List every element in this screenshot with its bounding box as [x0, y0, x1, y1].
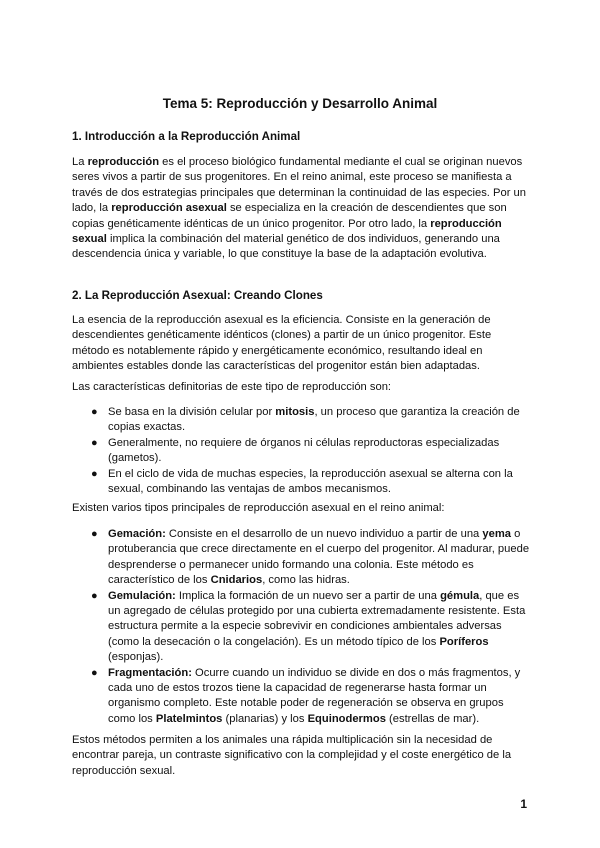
text-run: La esencia de la reproducción asexual es la eficiencia. Consiste en la generación de descendientes genéticamente idénticos (clones) a partir de un único progenitor. Este método es notablemente rápido y energéticamente económico, resultando ideal en ambientes estables donde las características del progenitor están bien adaptadas. — [72, 314, 492, 373]
list-item — [72, 467, 530, 498]
text-run: Consiste en el desarrollo de un nuevo individuo a partir de una — [165, 528, 483, 540]
text-run: , como las hidras. — [262, 574, 350, 587]
bullet-icon: ● — [91, 589, 98, 602]
bold-term: Gemación: — [108, 528, 166, 540]
bold-term: Gemulación: — [108, 589, 176, 602]
list-item — [72, 527, 530, 589]
text-run: Generalmente, no requiere de órganos ni células reproductoras especializadas (gametos). — [108, 436, 500, 465]
bullet-icon: ● — [91, 666, 98, 679]
text-run: Las características definitorias de este tipo de reproducción son: — [72, 381, 392, 393]
text-run: En el ciclo de vida de muchas especies, la reproducción asexual se alterna con la sexual, combinando las ventajas de ambos mecanismos. — [108, 467, 513, 496]
text-run: (esponjas). — [108, 651, 164, 664]
bullet-icon: ● — [91, 467, 98, 480]
types-intro: Existen varios tipos principales de reproducción asexual en el reino animal: — [72, 502, 445, 514]
text-run: La — [72, 156, 88, 168]
bullet-icon: ● — [91, 436, 98, 449]
list-item — [72, 436, 530, 467]
section-heading-asexual: 2. La Reproducción Asexual: Creando Clones — [72, 289, 323, 302]
page-number: 1 — [520, 797, 527, 811]
text-run: (planarias) y los — [222, 712, 308, 725]
bold-term: yema — [482, 528, 512, 540]
bold-term: Fragmentación: — [108, 666, 192, 679]
text-run: se especializa en la creación de descendientes que son copias genéticamente idénticas de un único progenitor. Por otro lado, la — [72, 202, 507, 230]
text-run: Ocurre cuando un individuo se divide en dos o más fragmentos, y cada uno de estos trozos tiene la capacidad de regenerarse hasta formar un organismo completo. Este notable poder de regeneración se observa en grupos como los — [108, 666, 521, 725]
bold-term: Platelmintos — [155, 712, 223, 725]
asexual-paragraph — [72, 313, 530, 375]
bold-term: mitosis — [275, 406, 315, 418]
bullet-icon: ● — [91, 528, 98, 540]
features-list — [72, 405, 530, 497]
bold-term: reproducción — [87, 156, 160, 168]
list-item — [72, 589, 530, 666]
text-run: Implica la formación de un nuevo ser a partir de una — [175, 589, 441, 602]
bullet-icon: ● — [91, 406, 98, 418]
bold-term: Equinodermos — [307, 712, 386, 725]
text-run: implica la combinación del material genético de dos individuos, generando una descendencia única y variable, lo que constituye la base de la adaptación evolutiva. — [72, 233, 500, 261]
text-run: o protuberancia que crece directamente en el cuerpo del progenitor. Al madurar, puede desprenderse o permanecer unido formando una colonia. Este método es característico de los — [108, 528, 530, 587]
section-heading-intro: 1. Introducción a la Reproducción Animal — [72, 130, 301, 143]
features-intro — [72, 380, 530, 395]
bold-term: Poríferos — [439, 635, 489, 648]
closing-paragraph: Estos métodos permiten a los animales una rápida multiplicación sin la necesidad de encontrar pareja, un contraste significativo con la complejidad y el coste energético de la reproducción sexual. — [72, 734, 512, 777]
bold-term: reproducción asexual — [111, 202, 227, 215]
bold-term: reproducción sexual — [72, 217, 502, 246]
bold-term: Cnidarios — [210, 574, 263, 587]
text-run: es el proceso biológico fundamental mediante el cual se originan nuevos seres vivos a partir de sus progenitores. En el reino animal, este proceso se manifiesta a través de dos estrategias principales que determinan la continuidad de las especies. Por un lado, la — [72, 156, 526, 215]
bold-term: gémula — [440, 589, 480, 602]
text-run: (estrellas de mar). — [385, 712, 480, 725]
text-run: , que es un agregado de células protegido por una cubierta extremadamente resistente. Esta estructura permite a la especie sobrevivir en condiciones ambientales adversas (como la desecación o la congelación). Es un método típico de los — [108, 589, 526, 648]
text-run: Se basa en la división celular por — [108, 406, 276, 418]
types-list — [72, 527, 530, 727]
intro-paragraph — [72, 155, 530, 263]
list-item — [72, 666, 530, 728]
list-item — [72, 405, 530, 436]
text-run: , un proceso que garantiza la creación de copias exactas. — [108, 406, 520, 434]
page-title: Tema 5: Reproducción y Desarrollo Animal — [162, 96, 438, 111]
